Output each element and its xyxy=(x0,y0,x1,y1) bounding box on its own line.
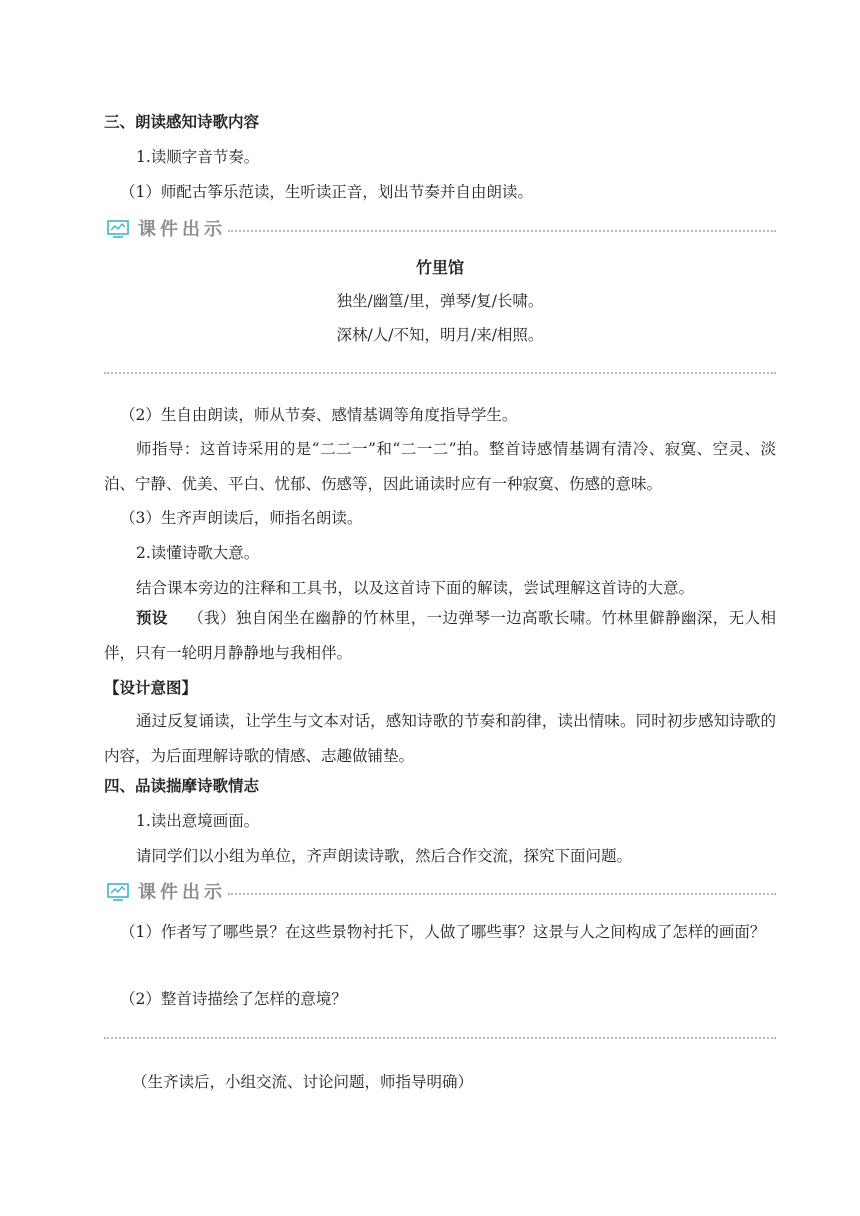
dotted-divider xyxy=(104,1037,776,1039)
poem-line-1: 独坐/幽篁/里，弹琴/复/长啸。 xyxy=(336,292,544,310)
courseware-label: 课件出示 xyxy=(138,882,226,903)
design-intent-heading: 【设计意图】 xyxy=(104,679,198,697)
preset-text: （我）独自闲坐在幽静的竹林里，一边弹琴一边高歌长啸。竹林里僻静幽深，无人相伴，只有一轮明月静静地与我相伴。 xyxy=(104,609,776,662)
courseware-label: 课件出示 xyxy=(138,219,226,240)
teacher-guidance-paragraph: 师指导：这首诗采用的是“二二一”和“二一二”拍。整首诗感情基调有清冷、寂寞、空灵、淡泊、宁静、优美、平白、忧郁、伤感等，因此诵读时应有一种寂寞、伤感的意味。 xyxy=(104,440,776,493)
item-imagery: 1.读出意境画面。 xyxy=(136,812,260,830)
closing-note: （生齐读后，小组交流、讨论问题，师指导明确） xyxy=(132,1073,474,1091)
preset-label: 预设 xyxy=(136,609,168,627)
item-understand-text: 结合课本旁边的注释和工具书，以及这首诗下面的解读，尝试理解这首诗的大意。 xyxy=(136,579,695,597)
item-understand-meaning: 2.读懂诗歌大意。 xyxy=(136,544,260,562)
step-group-reading: （3）生齐声朗读后，师指名朗读。 xyxy=(120,509,363,527)
courseware-icon xyxy=(107,883,129,905)
step-teacher-reading: （1）师配古筝乐范读，生听读正音，划出节奏并自由朗读。 xyxy=(120,183,533,201)
design-intent-text: 通过反复诵读，让学生与文本对话，感知诗歌的节奏和韵律，读出情味。同时初步感知诗歌的内容，为后面理解诗歌的情感、志趣做铺垫。 xyxy=(104,712,776,765)
courseware-icon xyxy=(107,220,129,242)
question-2: （2）整首诗描绘了怎样的意境？ xyxy=(120,990,347,1008)
step-student-reading: （2）生自由朗读，师从节奏、感情基调等角度指导学生。 xyxy=(120,406,518,424)
dotted-divider xyxy=(104,372,776,374)
poem-line-2: 深林/人/不知，明月/来/相照。 xyxy=(336,326,544,344)
item-read-pronunciation: 1.读顺字音节奏。 xyxy=(136,148,260,166)
section-heading-3: 三、朗读感知诗歌内容 xyxy=(104,113,260,131)
section-heading-4: 四、品读揣摩诗歌情志 xyxy=(104,777,260,795)
courseware-banner xyxy=(104,880,776,906)
preset-answer xyxy=(104,601,776,671)
dotted-divider xyxy=(228,893,776,895)
question-1: （1）作者写了哪些景？在这些景物衬托下，人做了哪些事？这景与人之间构成了怎样的画面？ xyxy=(120,923,766,941)
poem-title: 竹里馆 xyxy=(415,258,464,277)
dotted-divider xyxy=(228,230,776,232)
courseware-banner xyxy=(104,217,776,243)
item-imagery-text: 请同学们以小组为单位，齐声朗读诗歌，然后合作交流，探究下面问题。 xyxy=(136,847,633,865)
